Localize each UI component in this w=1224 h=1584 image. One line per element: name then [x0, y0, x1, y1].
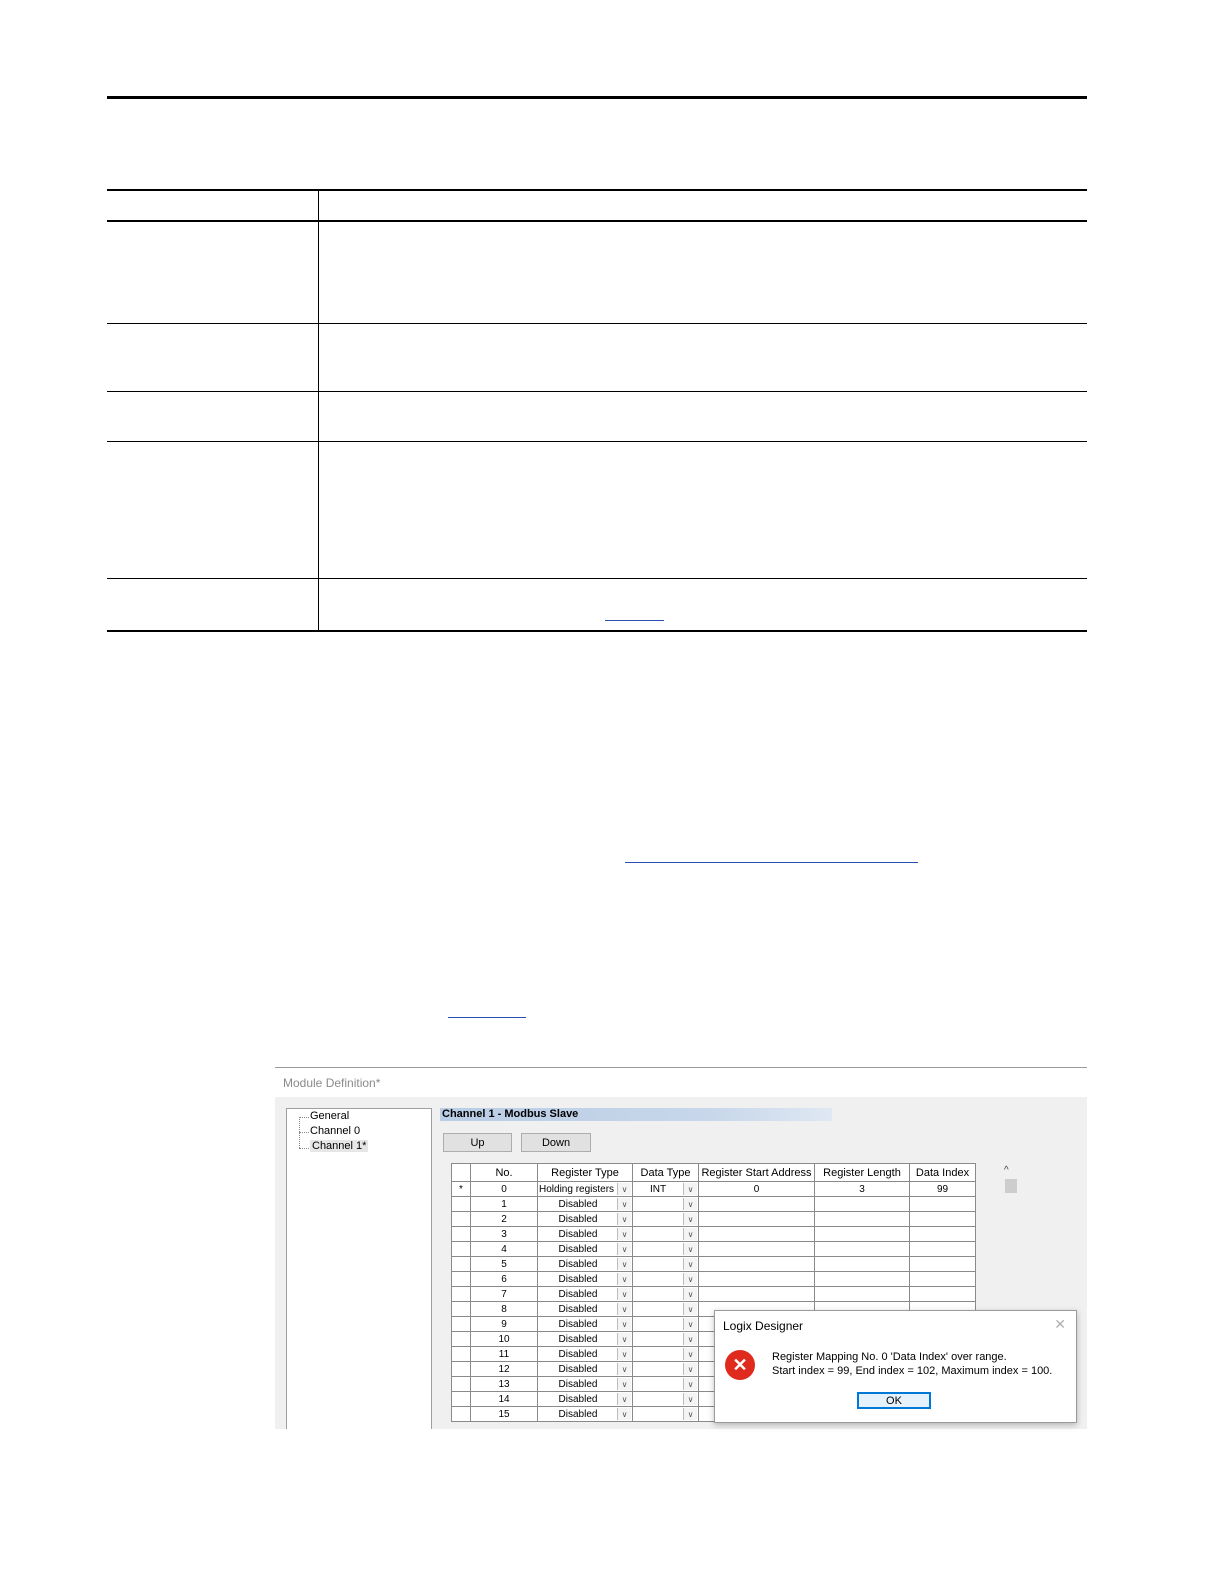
ok-button[interactable]: OK	[857, 1392, 931, 1409]
column-header-no[interactable]: No.	[471, 1164, 538, 1182]
chevron-down-icon[interactable]: ∨	[617, 1213, 631, 1225]
row-marker[interactable]	[452, 1272, 471, 1287]
register-start-address-cell[interactable]: 0	[699, 1182, 815, 1197]
row-number: 7	[471, 1287, 538, 1302]
register-type-select[interactable]	[538, 1377, 633, 1392]
tree-item-channel-1[interactable]: Channel 1*	[312, 1140, 367, 1152]
data-type-select[interactable]	[633, 1197, 699, 1212]
row-marker[interactable]	[452, 1302, 471, 1317]
chevron-down-icon[interactable]: ∨	[617, 1318, 631, 1330]
chevron-down-icon[interactable]: ∨	[683, 1318, 697, 1330]
row-marker[interactable]	[452, 1347, 471, 1362]
table-column-divider	[318, 189, 319, 632]
column-header-register-type[interactable]: Register Type	[538, 1164, 633, 1182]
chevron-down-icon[interactable]: ∨	[617, 1288, 631, 1300]
dialog-title: Logix Designer	[723, 1319, 804, 1333]
register-type-select[interactable]	[538, 1347, 633, 1362]
row-number: 5	[471, 1257, 538, 1272]
register-length-cell[interactable]	[815, 1287, 910, 1302]
window-title: Module Definition*	[283, 1076, 381, 1090]
data-index-cell[interactable]	[910, 1197, 976, 1212]
data-type-select[interactable]	[633, 1317, 699, 1332]
row-number: 4	[471, 1242, 538, 1257]
chevron-down-icon[interactable]: ∨	[617, 1333, 631, 1345]
tree-item-general[interactable]: General	[310, 1110, 350, 1122]
scroll-thumb[interactable]	[1005, 1179, 1017, 1193]
row-marker[interactable]	[452, 1242, 471, 1257]
chevron-down-icon[interactable]: ∨	[683, 1273, 697, 1285]
chevron-down-icon[interactable]: ∨	[683, 1303, 697, 1315]
row-marker[interactable]	[452, 1362, 471, 1377]
chevron-down-icon[interactable]: ∨	[617, 1408, 631, 1420]
row-number: 15	[471, 1407, 538, 1422]
row-number: 2	[471, 1212, 538, 1227]
chevron-down-icon[interactable]: ∨	[683, 1198, 697, 1210]
table-row[interactable]	[452, 1212, 976, 1227]
row-marker[interactable]	[452, 1287, 471, 1302]
row-marker[interactable]	[452, 1392, 471, 1407]
data-type-select[interactable]	[633, 1347, 699, 1362]
navigation-tree	[286, 1108, 432, 1429]
row-number: 3	[471, 1227, 538, 1242]
row-number: 11	[471, 1347, 538, 1362]
row-number: 8	[471, 1302, 538, 1317]
chevron-down-icon[interactable]: ∨	[617, 1348, 631, 1360]
row-marker[interactable]	[452, 1317, 471, 1332]
chevron-down-icon[interactable]: ∨	[683, 1378, 697, 1390]
register-type-select[interactable]	[538, 1197, 633, 1212]
table-row[interactable]	[452, 1197, 976, 1212]
register-type-select[interactable]	[538, 1362, 633, 1377]
row-number: 0	[471, 1182, 538, 1197]
table-rule	[107, 578, 1087, 579]
table-rule	[107, 630, 1087, 632]
column-header-register-start-address[interactable]: Register Start Address	[699, 1164, 815, 1182]
data-index-cell[interactable]	[910, 1242, 976, 1257]
row-number: 14	[471, 1392, 538, 1407]
chevron-down-icon[interactable]: ∨	[617, 1378, 631, 1390]
register-type-select[interactable]	[538, 1287, 633, 1302]
up-button[interactable]: Up	[443, 1133, 512, 1152]
title-bar	[275, 1068, 1087, 1097]
row-number: 1	[471, 1197, 538, 1212]
data-index-cell[interactable]	[910, 1287, 976, 1302]
data-type-select[interactable]	[633, 1407, 699, 1422]
chevron-down-icon[interactable]: ∨	[683, 1213, 697, 1225]
chevron-down-icon[interactable]: ∨	[683, 1288, 697, 1300]
chevron-down-icon[interactable]: ∨	[617, 1258, 631, 1270]
chevron-down-icon[interactable]: ∨	[683, 1408, 697, 1420]
chevron-down-icon[interactable]: ∨	[683, 1228, 697, 1240]
data-index-cell[interactable]	[910, 1257, 976, 1272]
register-type-value: Disabled	[558, 1198, 598, 1210]
column-header-data-type[interactable]: Data Type	[633, 1164, 699, 1182]
data-type-select[interactable]	[633, 1272, 699, 1287]
table-row[interactable]	[452, 1182, 976, 1197]
register-type-value: Holding registers	[539, 1183, 615, 1195]
column-header-data-index[interactable]: Data Index	[910, 1164, 976, 1182]
chevron-down-icon[interactable]: ∨	[617, 1393, 631, 1405]
register-start-address-cell[interactable]	[699, 1272, 815, 1287]
register-start-address-cell[interactable]	[699, 1287, 815, 1302]
data-index-cell[interactable]	[910, 1272, 976, 1287]
column-header-register-length[interactable]: Register Length	[815, 1164, 910, 1182]
table-rule	[107, 441, 1087, 442]
register-type-value: Disabled	[558, 1363, 598, 1375]
register-type-value: Disabled	[558, 1408, 598, 1420]
chevron-down-icon[interactable]: ∨	[617, 1183, 631, 1195]
row-marker[interactable]	[452, 1407, 471, 1422]
table-rule	[107, 391, 1087, 392]
chevron-down-icon[interactable]: ∨	[617, 1303, 631, 1315]
tree-connector	[299, 1148, 309, 1149]
table-rule	[107, 220, 1087, 222]
row-marker[interactable]	[452, 1257, 471, 1272]
row-number: 10	[471, 1332, 538, 1347]
close-icon[interactable]: ✕	[1054, 1316, 1066, 1332]
row-marker[interactable]	[452, 1227, 471, 1242]
table-rule	[107, 189, 1087, 191]
table-row[interactable]	[452, 1242, 976, 1257]
register-type-select[interactable]	[538, 1227, 633, 1242]
section-title: Channel 1 - Modbus Slave	[442, 1108, 579, 1120]
register-start-address-cell[interactable]	[699, 1242, 815, 1257]
document-link-underline[interactable]	[625, 862, 918, 863]
data-index-cell[interactable]	[910, 1227, 976, 1242]
register-type-value: Disabled	[558, 1333, 598, 1345]
data-type-select[interactable]	[633, 1242, 699, 1257]
chevron-down-icon[interactable]: ∨	[683, 1258, 697, 1270]
data-type-select[interactable]	[633, 1182, 699, 1197]
chevron-down-icon[interactable]: ∨	[683, 1243, 697, 1255]
tree-connector	[299, 1132, 309, 1133]
register-length-cell[interactable]	[815, 1212, 910, 1227]
data-index-cell[interactable]: 99	[910, 1182, 976, 1197]
chevron-down-icon[interactable]: ∨	[617, 1243, 631, 1255]
register-type-select[interactable]	[538, 1182, 633, 1197]
register-type-value: Disabled	[558, 1213, 598, 1225]
row-marker[interactable]	[452, 1212, 471, 1227]
dialog-message-line-1: Register Mapping No. 0 'Data Index' over range.	[772, 1351, 1007, 1363]
register-type-select[interactable]	[538, 1392, 633, 1407]
chevron-down-icon[interactable]: ∨	[617, 1363, 631, 1375]
register-length-cell[interactable]: 3	[815, 1182, 910, 1197]
data-type-select[interactable]	[633, 1227, 699, 1242]
data-type-select[interactable]	[633, 1377, 699, 1392]
register-length-cell[interactable]	[815, 1227, 910, 1242]
document-link-underline[interactable]	[448, 1017, 526, 1018]
row-number: 6	[471, 1272, 538, 1287]
register-length-cell[interactable]	[815, 1272, 910, 1287]
row-number: 9	[471, 1317, 538, 1332]
chevron-down-icon[interactable]: ∨	[617, 1273, 631, 1285]
document-link-underline[interactable]	[605, 620, 664, 621]
table-row[interactable]	[452, 1227, 976, 1242]
register-type-value: Disabled	[558, 1318, 598, 1330]
data-type-select[interactable]	[633, 1362, 699, 1377]
chevron-down-icon[interactable]: ∨	[683, 1348, 697, 1360]
register-type-select[interactable]	[538, 1407, 633, 1422]
register-type-value: Disabled	[558, 1378, 598, 1390]
dialog-message-line-2: Start index = 99, End index = 102, Maximum index = 100.	[772, 1365, 1053, 1377]
chevron-down-icon[interactable]: ∨	[683, 1393, 697, 1405]
register-type-select[interactable]	[538, 1302, 633, 1317]
register-type-select[interactable]	[538, 1242, 633, 1257]
register-type-value: Disabled	[558, 1303, 598, 1315]
register-start-address-cell[interactable]	[699, 1197, 815, 1212]
data-index-cell[interactable]	[910, 1212, 976, 1227]
row-number: 13	[471, 1377, 538, 1392]
error-dialog	[714, 1310, 1077, 1423]
register-type-value: Disabled	[558, 1228, 598, 1240]
register-length-cell[interactable]	[815, 1257, 910, 1272]
table-row[interactable]	[452, 1272, 976, 1287]
register-type-select[interactable]	[538, 1317, 633, 1332]
register-type-select[interactable]	[538, 1272, 633, 1287]
data-type-select[interactable]	[633, 1257, 699, 1272]
register-length-cell[interactable]	[815, 1242, 910, 1257]
chevron-down-icon[interactable]: ∨	[683, 1333, 697, 1345]
register-type-value: Disabled	[558, 1288, 598, 1300]
table-row[interactable]	[452, 1287, 976, 1302]
register-type-value: Disabled	[558, 1273, 598, 1285]
register-start-address-cell[interactable]	[699, 1257, 815, 1272]
chevron-down-icon[interactable]: ∨	[617, 1228, 631, 1240]
data-type-select[interactable]	[633, 1212, 699, 1227]
register-type-select[interactable]	[538, 1212, 633, 1227]
row-number: 12	[471, 1362, 538, 1377]
chevron-down-icon[interactable]: ∨	[683, 1183, 697, 1195]
register-type-select[interactable]	[538, 1332, 633, 1347]
chevron-down-icon[interactable]: ∨	[683, 1363, 697, 1375]
page-top-rule	[107, 96, 1087, 99]
register-type-value: Disabled	[558, 1243, 598, 1255]
register-start-address-cell[interactable]	[699, 1212, 815, 1227]
data-type-select[interactable]	[633, 1332, 699, 1347]
tree-connector	[299, 1117, 309, 1118]
table-rule	[107, 323, 1087, 324]
scroll-up-icon[interactable]: ^	[1004, 1165, 1009, 1176]
row-marker[interactable]: *	[452, 1182, 471, 1197]
down-button[interactable]: Down	[521, 1133, 591, 1152]
register-length-cell[interactable]	[815, 1197, 910, 1212]
row-marker[interactable]	[452, 1197, 471, 1212]
chevron-down-icon[interactable]: ∨	[617, 1198, 631, 1210]
register-type-select[interactable]	[538, 1257, 633, 1272]
register-type-value: Disabled	[558, 1393, 598, 1405]
data-type-select[interactable]	[633, 1287, 699, 1302]
row-marker[interactable]	[452, 1332, 471, 1347]
register-type-value: Disabled	[558, 1258, 598, 1270]
row-marker[interactable]	[452, 1377, 471, 1392]
data-type-select[interactable]	[633, 1392, 699, 1407]
error-icon: ✕	[725, 1350, 755, 1380]
section-header	[440, 1108, 832, 1121]
register-start-address-cell[interactable]	[699, 1227, 815, 1242]
table-row[interactable]	[452, 1257, 976, 1272]
data-type-value: INT	[649, 1183, 667, 1195]
register-type-value: Disabled	[558, 1348, 598, 1360]
tree-item-channel-0[interactable]: Channel 0	[310, 1125, 361, 1137]
data-type-select[interactable]	[633, 1302, 699, 1317]
column-header-marker	[452, 1164, 471, 1182]
